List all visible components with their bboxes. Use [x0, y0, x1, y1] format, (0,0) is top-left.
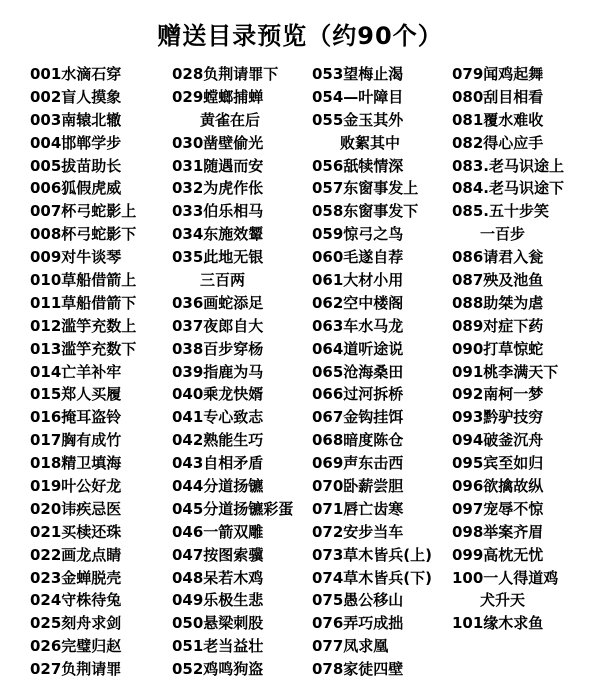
catalog-column-3: [312, 63, 432, 681]
catalog-entry: 037夜郎自大: [172, 316, 264, 335]
catalog-entry: 082得心应手: [452, 133, 544, 152]
catalog-entry: 057东窗事发上: [312, 179, 419, 198]
catalog-entry: 006狐假虎威: [30, 179, 122, 198]
catalog-entry: 069声东击西: [312, 454, 404, 473]
catalog-entry: 016掩耳盗铃: [30, 408, 122, 427]
catalog-entry: 096欲擒故纵: [452, 477, 544, 496]
catalog-entry: 075愚公移山: [312, 591, 404, 610]
catalog-entry: 027负荆请罪: [30, 660, 122, 679]
catalog-entry: 009对牛谈琴: [30, 248, 122, 267]
catalog-entry: 081覆水难收: [452, 110, 544, 129]
catalog-entry: 054—叶障目: [312, 87, 404, 106]
catalog-entry: 053望梅止渴: [312, 65, 404, 83]
catalog-entry: 078家徒四壁: [312, 660, 404, 679]
catalog-entry: 029螳螂捕蝉: [172, 87, 264, 106]
catalog-entry: 040乘龙快婿: [172, 385, 264, 404]
catalog-entry: 050悬梁刺股: [172, 614, 264, 633]
catalog-entry: 098举案齐眉: [452, 522, 544, 541]
catalog-entry-continuation: 黄雀在后: [200, 110, 261, 129]
catalog-entry: 093黔驴技穷: [452, 408, 544, 427]
catalog-entry: 015郑人买履: [30, 385, 122, 404]
catalog-column-1: [30, 63, 136, 681]
catalog-entry: 043自相矛盾: [172, 454, 264, 473]
catalog-entry: 045分道扬镳彩蛋: [172, 499, 294, 518]
catalog-entry: 089对症下药: [452, 316, 544, 335]
catalog-column-2: [172, 63, 293, 681]
catalog-entry-continuation: 败絮其中: [340, 133, 401, 152]
catalog-entry: 077凤求凰: [312, 637, 389, 656]
catalog-entry: 041专心致志: [172, 408, 264, 427]
catalog-entry: 008杯弓蛇影下: [30, 225, 137, 244]
catalog-entry: 028负荆请罪下: [172, 65, 279, 83]
catalog-entry: 088助桀为虐: [452, 293, 544, 312]
catalog-entry: 004邯郸学步: [30, 133, 122, 152]
catalog-entry: 059惊弓之鸟: [312, 225, 404, 244]
catalog-entry: 003南辕北辙: [30, 110, 122, 129]
catalog-entry: 023金蝉脱壳: [30, 568, 122, 587]
catalog-entry: 087殃及池鱼: [452, 271, 544, 290]
catalog-entry: 065沧海桑田: [312, 362, 404, 381]
catalog-entry: 086请君入瓮: [452, 248, 544, 267]
catalog-entry: 019叶公好龙: [30, 477, 122, 496]
catalog-entry: 011草船借箭下: [30, 293, 137, 312]
catalog-entry: 056舐犊情深: [312, 156, 404, 175]
catalog-entry: 036画蛇添足: [172, 293, 264, 312]
catalog-entry: 092南柯一梦: [452, 385, 544, 404]
catalog-entry: 051老当益壮: [172, 637, 264, 656]
catalog-entry: 021买椟还珠: [30, 522, 122, 541]
catalog-entry: 032为虎作伥: [172, 179, 264, 198]
catalog-entry: 084.老马识途下: [452, 179, 565, 198]
catalog-entry: 090打草惊蛇: [452, 339, 544, 358]
catalog-entry: 024守株待兔: [30, 591, 122, 610]
catalog-entry: 046一箭双雕: [172, 522, 264, 541]
catalog-entry: 099高枕无忧: [452, 545, 544, 564]
catalog-entry-continuation: 一百步: [480, 225, 526, 244]
catalog-entry-continuation: 犬升天: [480, 591, 526, 610]
catalog-entry: 025刻舟求剑: [30, 614, 122, 633]
catalog-entry: 044分道扬镳: [172, 477, 264, 496]
catalog-entry: 100一人得道鸡: [452, 568, 559, 587]
catalog-entry: 101缘木求鱼: [452, 614, 544, 633]
catalog-entry: 047按图索骥: [172, 545, 264, 564]
catalog-entry: 048呆若木鸡: [172, 568, 264, 587]
catalog-entry: 074草木皆兵(下): [312, 568, 433, 587]
catalog-entry: 055金玉其外: [312, 110, 404, 129]
catalog-entry: 035此地无银: [172, 248, 264, 267]
catalog-entry: 030凿壁偷光: [172, 133, 264, 152]
catalog-entry: 013滥竽充数下: [30, 339, 137, 358]
catalog-entry: 018精卫填海: [30, 454, 122, 473]
catalog-entry: 085.五十步笑: [452, 202, 550, 221]
catalog-entry: 034东施效颦: [172, 225, 264, 244]
catalog-entry: 012滥竽充数上: [30, 316, 137, 335]
catalog-entry: 002盲人摸象: [30, 87, 122, 106]
catalog-entry: 083.老马识途上: [452, 156, 565, 175]
catalog-entry: 068暗度陈仓: [312, 431, 404, 450]
catalog-entry: 005拔苗助长: [30, 156, 122, 175]
catalog-entry: 061大材小用: [312, 271, 404, 290]
catalog-entry: 076弄巧成拙: [312, 614, 404, 633]
catalog-column-4: [452, 63, 564, 635]
catalog-entry: 038百步穿杨: [172, 339, 264, 358]
catalog-entry: 020讳疾忌医: [30, 499, 122, 518]
catalog-entry: 079闻鸡起舞: [452, 65, 544, 83]
catalog-entry: 007杯弓蛇影上: [30, 202, 137, 221]
catalog-entry: 026完璧归赵: [30, 637, 122, 656]
catalog-entry: 091桃李满天下: [452, 362, 559, 381]
catalog-entry: 080刮目相看: [452, 87, 544, 106]
catalog-entry: 094破釜沉舟: [452, 431, 544, 450]
catalog-entry: 071唇亡齿寒: [312, 499, 404, 518]
catalog-entry: 060毛遂自荐: [312, 248, 404, 267]
catalog-entry: 033伯乐相马: [172, 202, 264, 221]
catalog-entry: 017胸有成竹: [30, 431, 122, 450]
catalog-entry: 097宠辱不惊: [452, 499, 544, 518]
catalog-entry: 042熟能生巧: [172, 431, 264, 450]
catalog-entry: 031随遇而安: [172, 156, 264, 175]
catalog-entry-continuation: 三百两: [200, 271, 246, 290]
catalog-entry: 072安步当车: [312, 522, 404, 541]
catalog-entry: 010草船借箭上: [30, 271, 137, 290]
catalog-entry: 001水滴石穿: [30, 65, 122, 83]
catalog-entry: 014亡羊补牢: [30, 362, 122, 381]
catalog-entry: 070卧薪尝胆: [312, 477, 404, 496]
catalog-entry: 052鸡鸣狗盗: [172, 660, 264, 679]
catalog-entry: 039指鹿为马: [172, 362, 264, 381]
catalog-entry: 058东窗事发下: [312, 202, 419, 221]
catalog-entry: 063车水马龙: [312, 316, 404, 335]
catalog-entry: 022画龙点睛: [30, 545, 122, 564]
catalog-entry: 067金钩挂饵: [312, 408, 404, 427]
catalog-entry: 064道听途说: [312, 339, 404, 358]
catalog-entry: 073草木皆兵(上): [312, 545, 433, 564]
catalog-entry: 095宾至如归: [452, 454, 544, 473]
catalog-entry: 062空中楼阁: [312, 293, 404, 312]
page-title: 赠送目录预览（约90个）: [157, 22, 443, 50]
catalog-entry: 066过河拆桥: [312, 385, 404, 404]
catalog-entry: 049乐极生悲: [172, 591, 264, 610]
